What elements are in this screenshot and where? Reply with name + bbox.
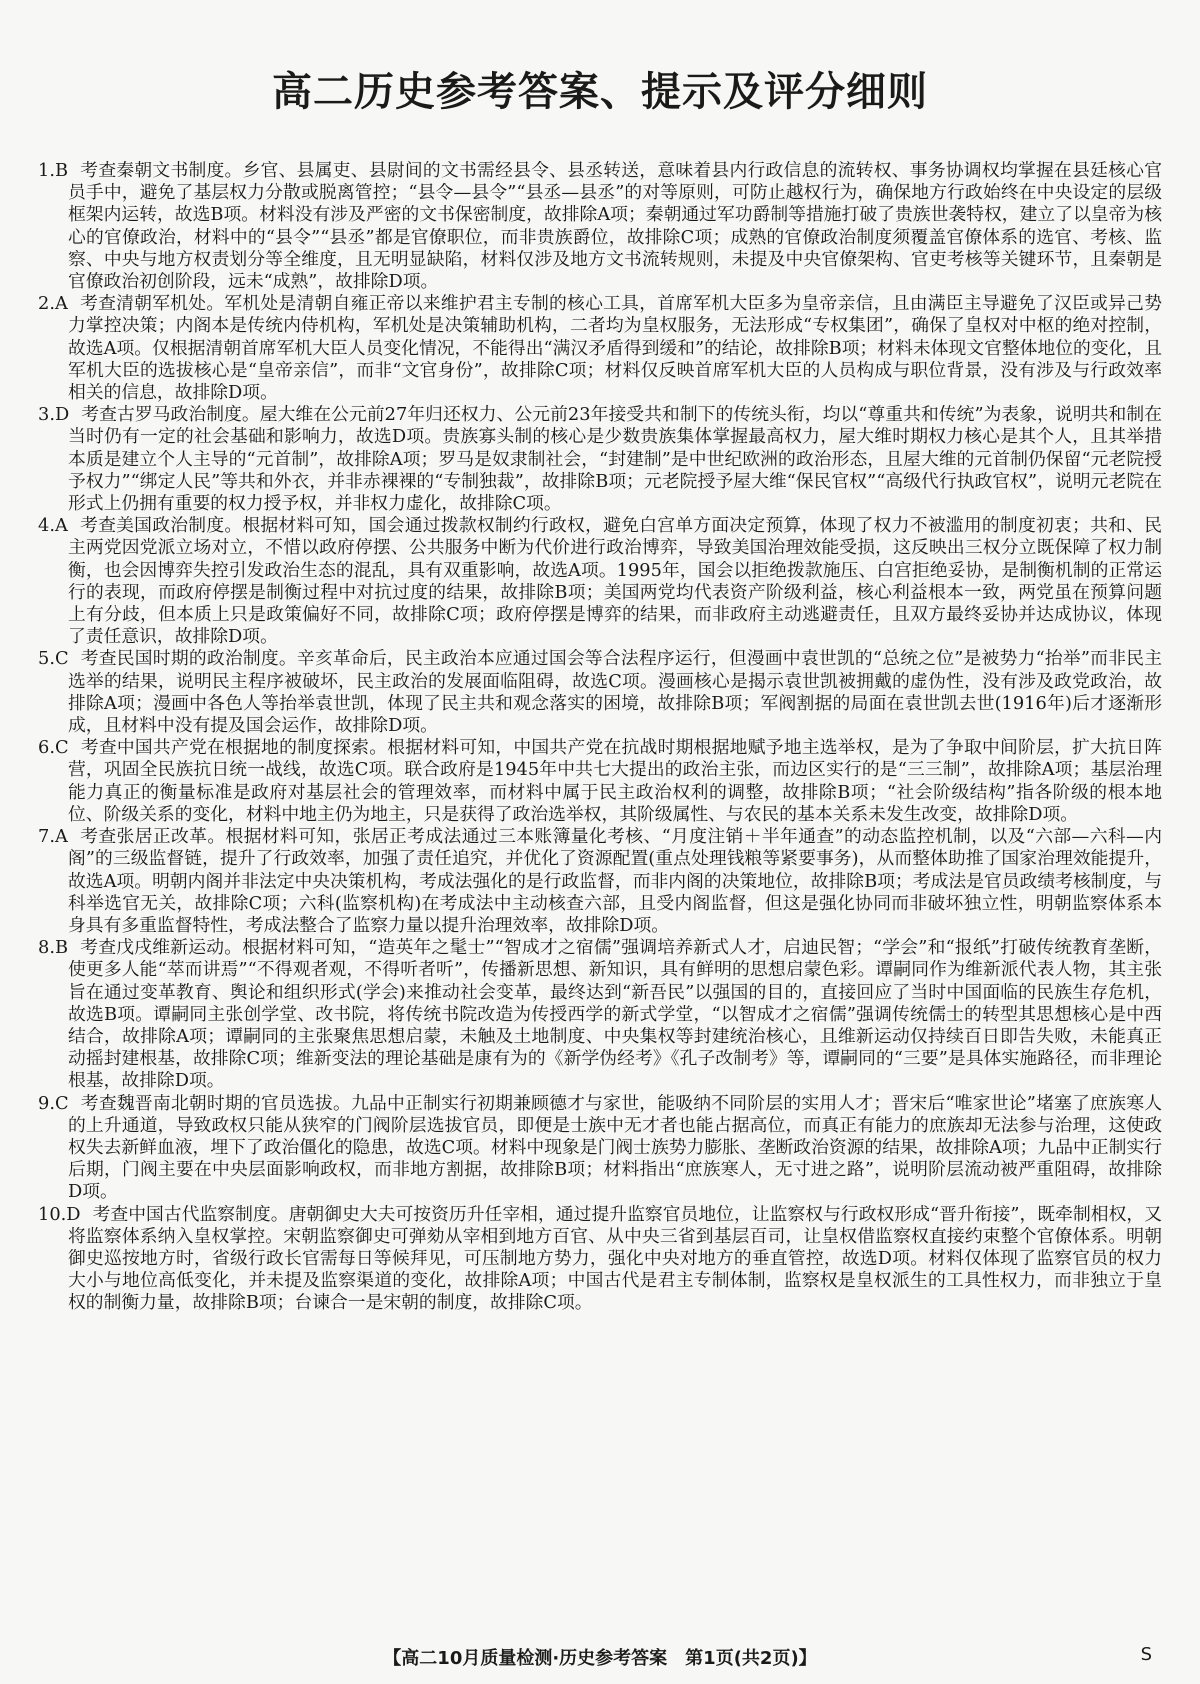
answer-letter: D bbox=[66, 1203, 81, 1225]
answer-letter: A bbox=[54, 515, 68, 537]
explanation: 考查秦朝文书制度。乡官、县属吏、县尉间的文书需经县令、县丞转送，意味着县内行政信息的流转权、事务协调权均掌握在县廷核心官员手中，避免了基层权力分散或脱离管控；“县令—县令”“县丞—县丞”的对等原则，可防止越权行为，确保地方行政始终在中央设定的层级框架内运转，故选B项。材料没有涉及严密的文书保密制度，故排除A项；秦朝通过军功爵制等措施打破了贵族世袭特权，建立了以皇帝为核心的官僚政治，材料中的“县令”“县丞”都是官僚职位，而非贵族爵位，故排除C项；成熟的官僚政治制度须覆盖官僚体系的选官、考核、监察、中央与地方权责划分等全维度，且无明显缺陷，材料仅涉及地方文书流转规则，未提及中央官僚架构、官吏考核等关键环节，且秦朝是官僚政治初创阶段，远未“成熟”，故排除D项。 bbox=[68, 160, 1162, 293]
answer-item bbox=[38, 737, 1162, 826]
explanation: 考查古罗马政治制度。屋大维在公元前27年归还权力、公元前23年接受共和制下的传统头衔，均以“尊重共和传统”为表象，说明共和制在当时仍有一定的社会基础和影响力，故选D项。贵族寡头制的核心是少数贵族集体掌握最高权力，屋大维时期权力核心是其个人，且其举措本质是建立个人主导的“元首制”，故排除A项；罗马是奴隶制社会，“封建制”是中世纪欧洲的政治形态，且屋大维的元首制仍保留“元老院授予权力”“绑定人民”等共和外衣，并非赤裸裸的“专制独裁”，故排除B项；元老院授予屋大维“保民官权”“高级代行执政官权”，说明元老院在形式上仍拥有重要的权力授予权，并非权力虚化，故排除C项。 bbox=[68, 404, 1162, 515]
answer-letter: B bbox=[54, 160, 69, 181]
explanation: 考查清朝军机处。军机处是清朝自雍正帝以来维护君主专制的核心工具，首席军机大臣多为皇帝亲信，且由满臣主导避免了汉臣或异己势力掌控决策；内阁本是传统内侍机构，军机处是决策辅助机构，二者均为皇权服务，无法形成“专权集团”，确保了皇权对中枢的绝对控制，故选A项。仅根据清朝首席军机大臣人员变化情况，不能得出“满汉矛盾得到缓和”的结论，故排除B项；材料未体现文官整体地位的变化，且军机大臣的选拔核心是“皇帝亲信”，而非“文官身份”，故排除C项；材料仅反映首席军机大臣的人员构成与职位背景，没有涉及与行政效率相关的信息，故排除D项。 bbox=[68, 293, 1162, 404]
explanation: 考查张居正改革。根据材料可知，张居正考成法通过三本账簿量化考核、“月度注销＋半年通查”的动态监控机制，以及“六部—六科—内阁”的三级监督链，提升了行政效率，加强了责任追究，并优化了资源配置(重点处理钱粮等紧要事务)，从而整体助推了国家治理效能提升，故选A项。明朝内阁并非法定中央决策机构，考成法强化的是行政监督，而非内阁的决策地位，故排除B项；考成法是官员政绩考核制度，与科举选官无关，故排除C项；六科(监察机构)在考成法中主动核查六部，且受内阁监督，但这是强化协同而非破坏独立性，明朝监察体系本身具有多重监督特性，考成法整合了监察力量以提升治理效率，故排除D项。 bbox=[68, 826, 1162, 936]
answer-letter: C bbox=[54, 648, 69, 670]
question-number: 4. bbox=[38, 515, 55, 537]
answer-item bbox=[38, 1204, 1162, 1315]
answer-letter: A bbox=[54, 826, 68, 848]
answer-item bbox=[38, 1093, 1162, 1204]
answer-letter: D bbox=[54, 404, 70, 426]
answer-letter: A bbox=[54, 293, 68, 315]
question-number: 2. bbox=[38, 293, 55, 315]
explanation: 考查戊戌维新运动。根据材料可知，“造英年之髦士”“智成才之宿儒”强调培养新式人才，启迪民智；“学会”和“报纸”打破传统教育垄断，使更多人能“萃而讲焉”“不得观者观，不得听者听”，传播新思想、新知识，具有鲜明的思想启蒙色彩。谭嗣同作为维新派代表人物，其主张旨在通过变革教育、舆论和组织形式(学会)来推动社会变革，最终达到“新吾民”以强国的目的，直接回应了当时中国面临的民族生存危机，故选B项。谭嗣同主张创学堂、改书院，将传统书院改造为传授西学的新式学堂，“以智成才之宿儒”强调传统儒士的转型其思想核心是中西结合，故排除A项；谭嗣同的主张聚焦思想启蒙，未触及土地制度、中央集权等封建统治核心，且维新运动仅持续百日即告失败，未能真正动摇封建根基，故排除C项；维新变法的理论基础是康有为的《新学伪经考》《孔子改制考》等，谭嗣同的“三要”是具体实施路径，而非理论根基，故排除D项。 bbox=[68, 937, 1162, 1092]
answer-item bbox=[38, 404, 1162, 515]
answer-list bbox=[38, 160, 1162, 1315]
question-number: 1. bbox=[38, 160, 55, 181]
question-number: 3. bbox=[38, 404, 55, 426]
answer-item bbox=[38, 648, 1162, 737]
question-number: 5. bbox=[38, 648, 55, 670]
question-number: 7. bbox=[38, 826, 55, 848]
answer-letter: B bbox=[54, 937, 69, 959]
question-number: 9. bbox=[38, 1092, 55, 1114]
footer-code: S bbox=[1140, 1644, 1152, 1665]
answer-item bbox=[38, 826, 1162, 937]
answer-letter: C bbox=[54, 737, 69, 759]
answer-item bbox=[38, 937, 1162, 1092]
explanation: 考查中国古代监察制度。唐朝御史大夫可按资历升任宰相，通过提升监察官员地位，让监察权与行政权形成“晋升衔接”，既牵制相权，又将监察体系纳入皇权掌控。宋朝监察御史可弹劾从宰相到地方百官、从中央三省到基层百司，让皇权借监察权直接约束整个官僚体系。明朝御史巡按地方时，省级行政长官需每日等候拜见，可压制地方势力，强化中央对地方的垂直管控，故选D项。材料仅体现了监察官员的权力大小与地位高低变化，并未提及监察渠道的变化，故排除A项；中国古代是君主专制体制，监察权是皇权派生的工具性权力，而非独立于皇权的制衡力量，故排除B项；台谏合一是宋朝的制度，故排除C项。 bbox=[68, 1203, 1162, 1314]
question-number: 10. bbox=[38, 1203, 67, 1225]
explanation: 考查美国政治制度。根据材料可知，国会通过拨款权制约行政权，避免白宫单方面决定预算，体现了权力不被滥用的制度初衷；共和、民主两党因党派立场对立，不惜以政府停摆、公共服务中断为代价进行政治博弈，导致美国治理效能受损，这反映出三权分立既保障了权力制衡，也会因博弈失控引发政治生态的混乱，具有双重影响，故选A项。1995年，国会以拒绝拨款施压、白宫拒绝妥协，是制衡机制的正常运行的表现，而政府停摆是制衡过程中对抗过度的结果，故排除B项；美国两党均代表资产阶级利益，核心利益根本一致，两党虽在预算问题上有分歧，但本质上只是政策偏好不同，故排除C项；政府停摆是博弈的结果，而非政府主动逃避责任，且双方最终妥协并达成协议，体现了责任意识，故排除D项。 bbox=[68, 515, 1162, 648]
answer-item bbox=[38, 160, 1162, 293]
explanation: 考查民国时期的政治制度。辛亥革命后，民主政治本应通过国会等合法程序运行，但漫画中袁世凯的“总统之位”是被势力“抬举”而非民主选举的结果，说明民主程序被破坏，民主政治的发展面临阻碍，故选C项。漫画核心是揭示袁世凯被拥戴的虚伪性，没有涉及政党政治，故排除A项；漫画中各色人等抬举袁世凯，体现了民主共和观念落实的困境，故排除B项；军阀割据的局面在袁世凯去世(1916年)后才逐渐形成，且材料中没有提及国会运作，故排除D项。 bbox=[68, 648, 1162, 737]
explanation: 考查中国共产党在根据地的制度探索。根据材料可知，中国共产党在抗战时期根据地赋予地主选举权，是为了争取中间阶层，扩大抗日阵营，巩固全民族抗日统一战线，故选C项。联合政府是1945年中共七大提出的政治主张，而边区实行的是“三三制”，故排除A项；基层治理能力真正的衡量标准是政府对基层社会的管理效率，而材料中属于民主政治权利的调整，故排除B项；“社会阶级结构”指各阶级的根本地位、阶级关系的变化，材料中地主仍为地主，只是获得了政治选举权，其阶级属性、与农民的基本关系未发生改变，故排除D项。 bbox=[68, 737, 1162, 825]
explanation: 考查魏晋南北朝时期的官员选拔。九品中正制实行初期兼顾德才与家世，能吸纳不同阶层的实用人才；晋宋后“唯家世论”堵塞了庶族寒人的上升通道，导致政权只能从狭窄的门阀阶层选拔官员，即便是士族中无才者也能占据高位，而真正有能力的庶族却无法参与治理，这使政权失去新鲜血液，埋下了政治僵化的隐患，故选C项。材料中现象是门阀士族势力膨胀、垄断政治资源的结果，故排除A项；九品中正制实行后期，门阀主要在中央层面影响政权，而非地方割据，故排除B项；材料指出“庶族寒人，无寸进之路”，说明阶层流动被严重阻碍，故排除D项。 bbox=[68, 1092, 1162, 1203]
page-title: 高二历史参考答案、提示及评分细则 bbox=[272, 69, 928, 115]
question-number: 8. bbox=[38, 937, 55, 959]
question-number: 6. bbox=[38, 737, 55, 759]
answer-item bbox=[38, 515, 1162, 648]
page-footer: 【高二10月质量检测·历史参考答案 第1页(共2页)】 bbox=[383, 1648, 817, 1669]
answer-item bbox=[38, 293, 1162, 404]
answer-letter: C bbox=[54, 1092, 69, 1114]
